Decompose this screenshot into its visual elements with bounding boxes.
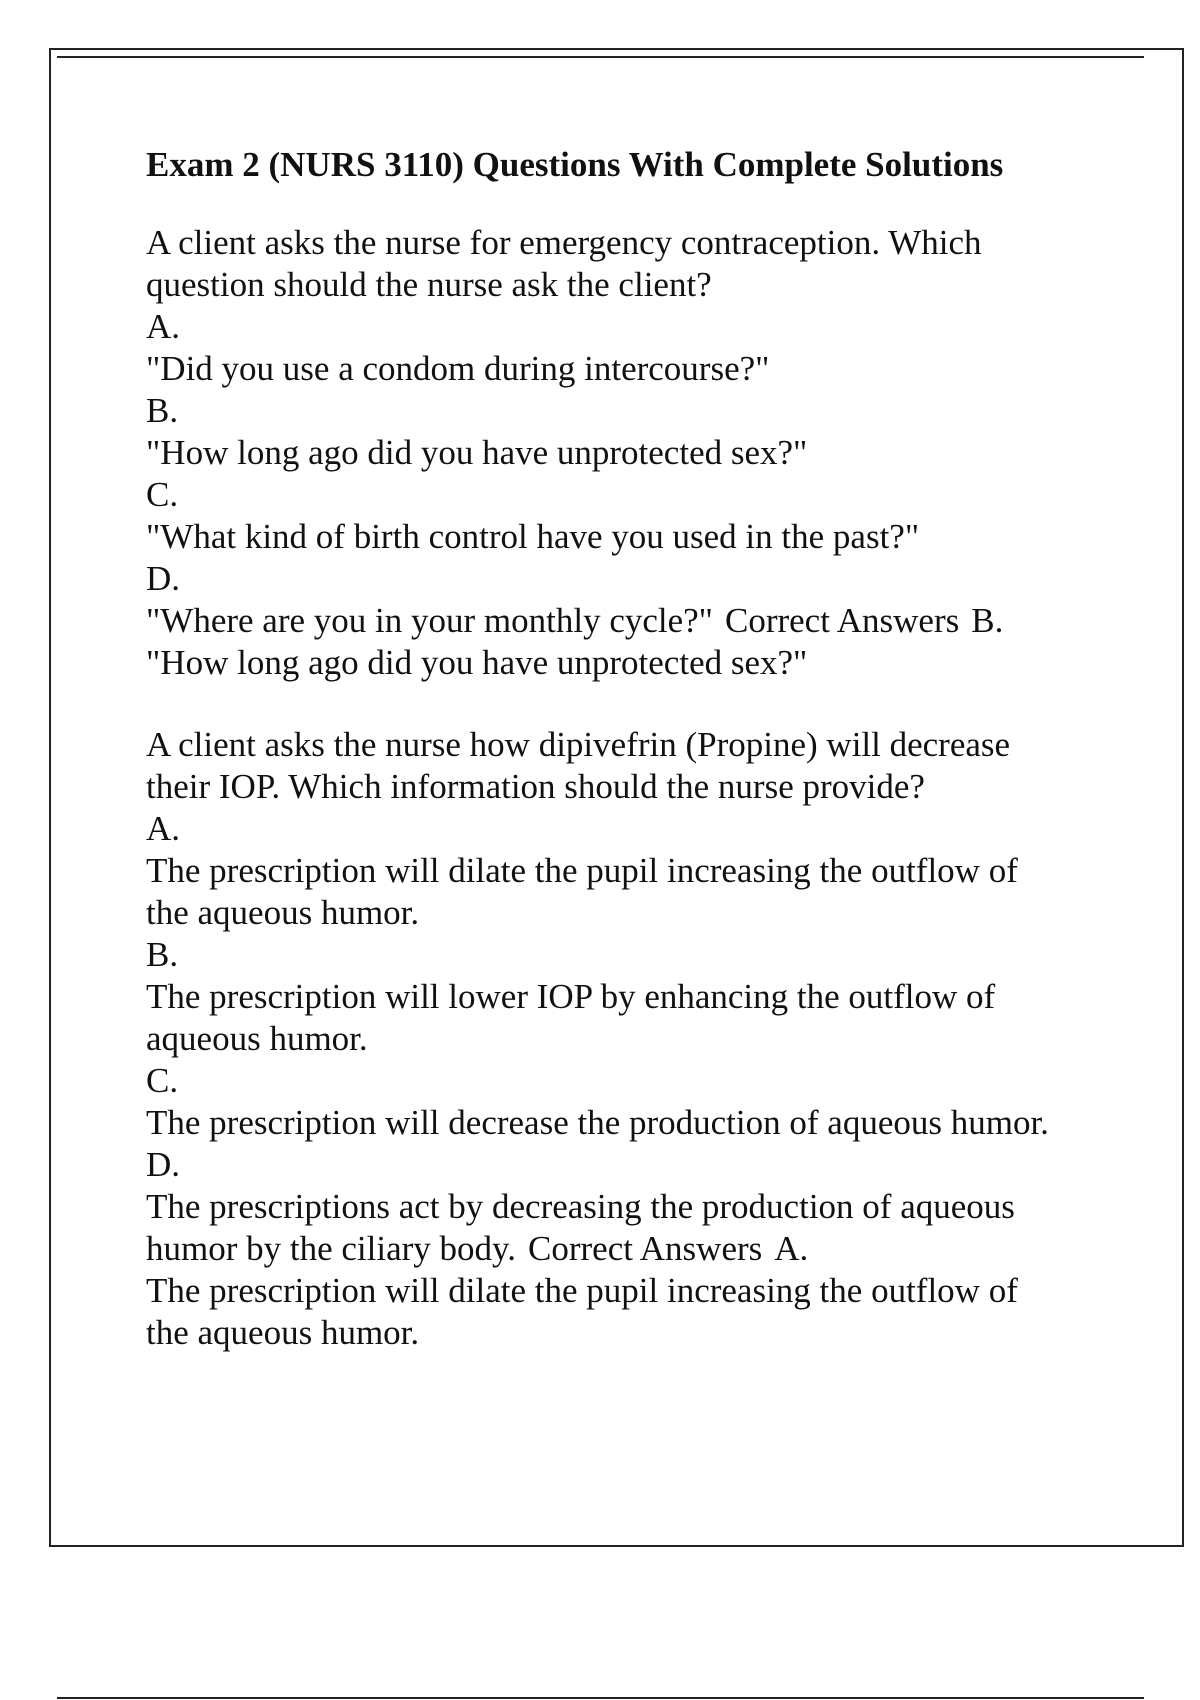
answer-text: the aqueous humor.	[146, 1313, 420, 1352]
option-with-answer	[146, 600, 1146, 642]
option-text: "Did you use a condom during intercourse?"	[146, 349, 770, 388]
option-with-answer	[146, 1228, 1146, 1270]
answer-choice: A.	[774, 1229, 809, 1268]
option-text: humor by the ciliary body.	[146, 1229, 517, 1268]
question-2	[146, 724, 1146, 1354]
footer-rule	[57, 1697, 1144, 1699]
option-label: A.	[146, 307, 181, 346]
option-label: D.	[146, 559, 181, 598]
answer-label: Correct Answers	[528, 1229, 763, 1268]
option-text: the aqueous humor.	[146, 893, 420, 932]
option-text: "How long ago did you have unprotected sex?"	[146, 433, 808, 472]
question-stem: A client asks the nurse for emergency contraception. Which	[146, 223, 982, 262]
option-label: A.	[146, 809, 181, 848]
option-text: "Where are you in your monthly cycle?"	[146, 601, 713, 640]
option-label: D.	[146, 1145, 181, 1184]
answer-text: "How long ago did you have unprotected sex?"	[146, 643, 808, 682]
document-title: Exam 2 (NURS 3110) Questions With Complete Solutions	[146, 145, 1004, 184]
question-stem: A client asks the nurse how dipivefrin (Propine) will decrease	[146, 725, 1011, 764]
option-text: The prescriptions act by decreasing the production of aqueous	[146, 1187, 1015, 1226]
option-label: B.	[146, 391, 179, 430]
header-rule	[57, 56, 1144, 58]
option-text: "What kind of birth control have you used in the past?"	[146, 517, 920, 556]
option-text: aqueous humor.	[146, 1019, 368, 1058]
question-stem: their IOP. Which information should the nurse provide?	[146, 767, 925, 806]
option-label: C.	[146, 475, 179, 514]
option-text: The prescription will dilate the pupil increasing the outflow of	[146, 851, 1018, 890]
option-label: C.	[146, 1061, 179, 1100]
option-text: The prescription will decrease the production of aqueous humor.	[146, 1103, 1049, 1142]
answer-choice: B.	[971, 601, 1004, 640]
document-body	[146, 144, 1146, 1394]
question-stem: question should the nurse ask the client?	[146, 265, 712, 304]
answer-label: Correct Answers	[724, 601, 960, 640]
question-1	[146, 222, 1146, 684]
option-label: B.	[146, 935, 179, 974]
option-text: The prescription will lower IOP by enhancing the outflow of	[146, 977, 996, 1016]
answer-text: The prescription will dilate the pupil increasing the outflow of	[146, 1271, 1018, 1310]
